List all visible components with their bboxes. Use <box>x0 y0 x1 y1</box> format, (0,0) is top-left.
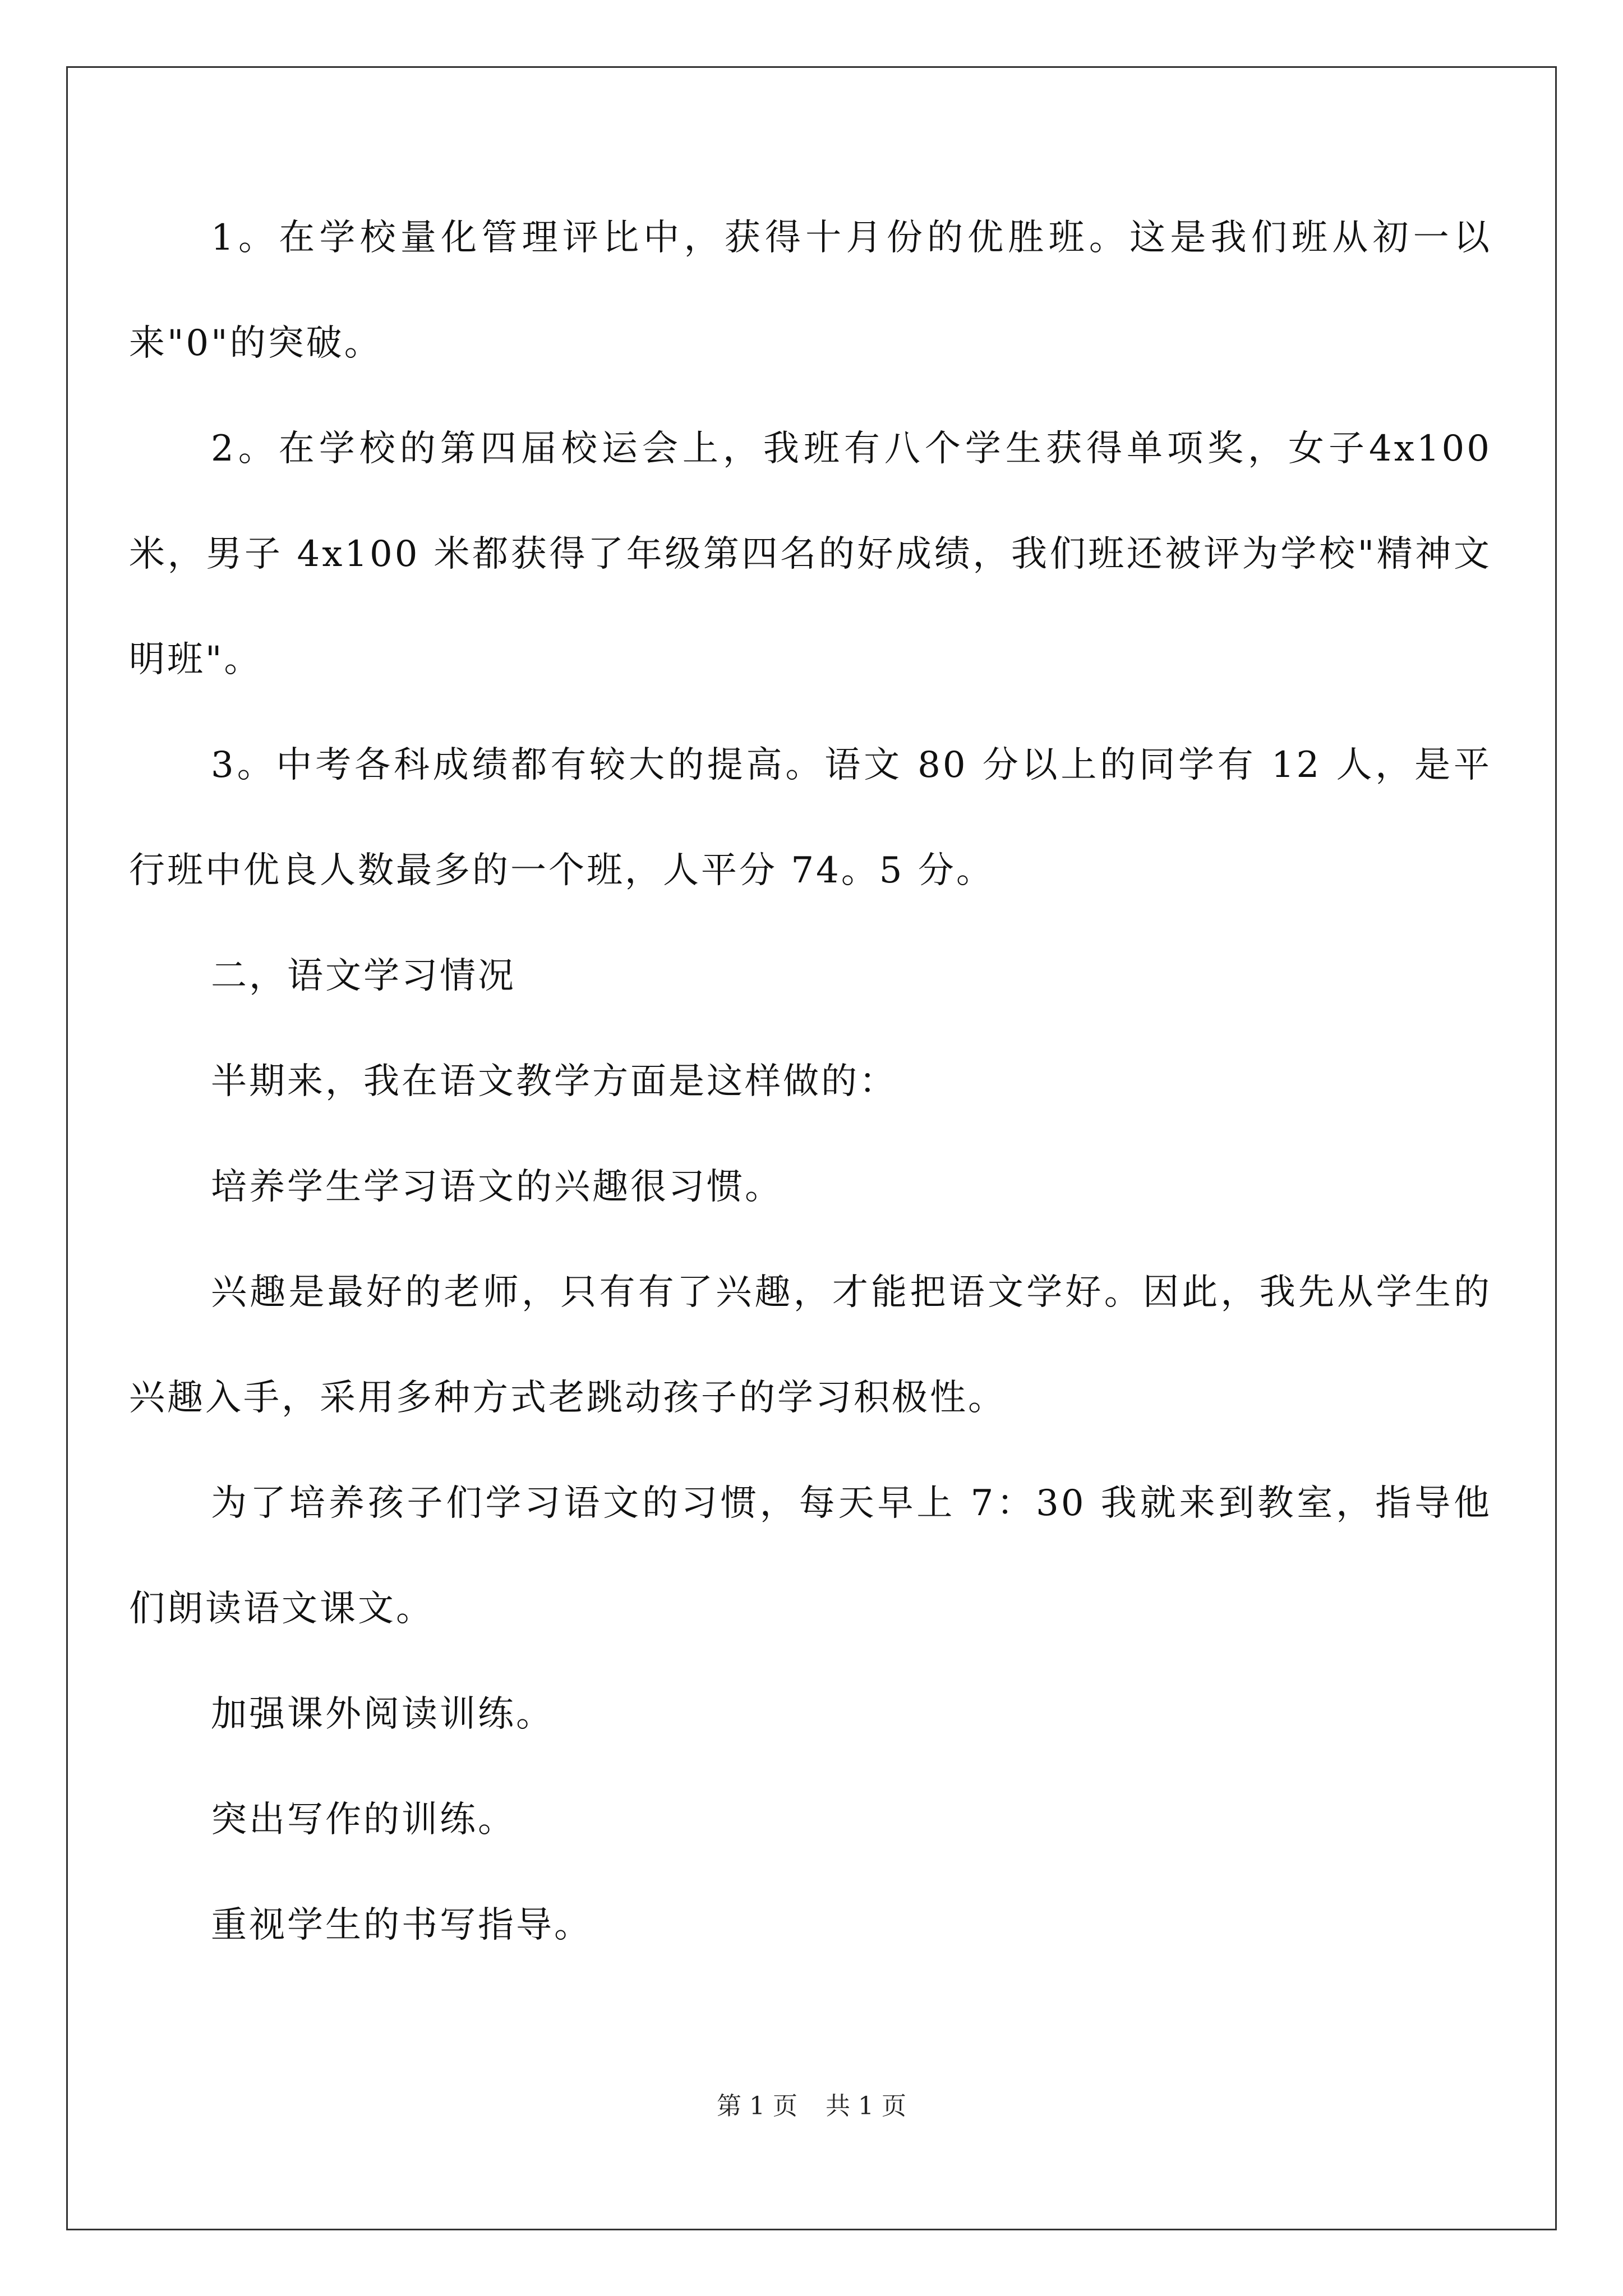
paragraph-interest-teacher: 兴趣是最好的老师，只有有了兴趣，才能把语文学好。因此，我先从学生的兴趣入手，采用多种方式老跳动孩子的学习积极性。 <box>129 1272 1492 1419</box>
paragraph-handwriting-guidance: 重视学生的书写指导。 <box>211 1904 592 1946</box>
paragraph-morning-reading: 为了培养孩子们学习语文的习惯，每天早上 7：30 我就来到教室，指导他们朗读语文课文。 <box>129 1483 1492 1630</box>
paragraph-achievement-1: 1。在学校量化管理评比中，获得十月份的优胜班。这是我们班从初一以来"0"的突破。 <box>129 217 1492 364</box>
section-heading-chinese-study: 二，语文学习情况 <box>211 955 516 997</box>
paragraph-cultivate-interest: 培养学生学习语文的兴趣很习惯。 <box>211 1166 783 1208</box>
page-number: 第 1 页 <box>717 2092 797 2120</box>
paragraph-extracurricular-reading: 加强课外阅读训练。 <box>211 1694 554 1735</box>
paragraph-teaching-intro: 半期来，我在语文教学方面是这样做的： <box>211 1061 897 1102</box>
paragraph-achievement-2: 2。在学校的第四届校运会上，我班有八个学生获得单项奖，女子4x100 米，男子 4x100 米都获得了年级第四名的好成绩，我们班还被评为学校"精神文明班"。 <box>129 428 1492 680</box>
paragraph-writing-training: 突出写作的训练。 <box>211 1799 516 1841</box>
document-body <box>129 185 1492 1978</box>
paragraph-achievement-3: 3。中考各科成绩都有较大的提高。语文 80 分以上的同学有 12 人，是平行班中优良人数最多的一个班，人平分 74。5 分。 <box>129 744 1492 891</box>
page-footer <box>0 2086 1623 2122</box>
total-pages: 共 1 页 <box>826 2092 906 2120</box>
